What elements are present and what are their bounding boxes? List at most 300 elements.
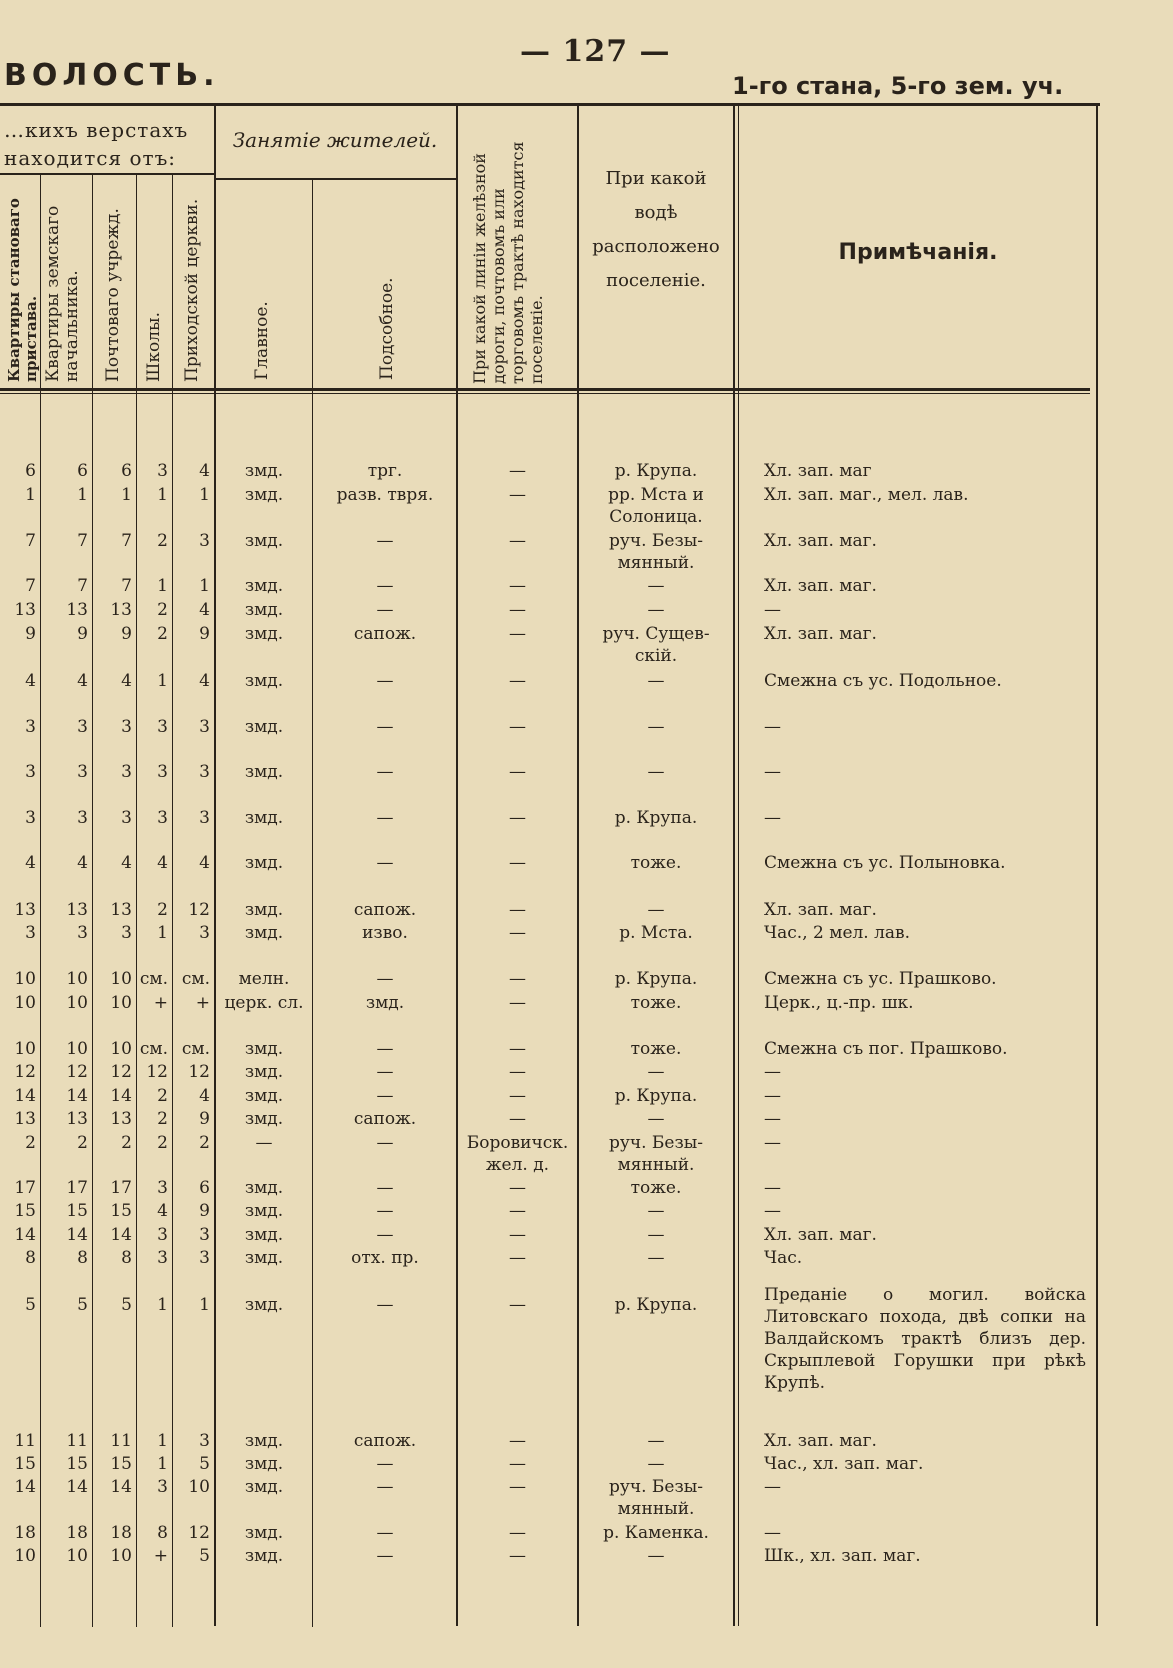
col-church-value: 12	[188, 1062, 210, 1082]
col-water-value: руч. Безы-	[608, 1477, 704, 1497]
col-notes-value: Хл. зап. маг.	[764, 624, 877, 644]
col-post-value: 13	[110, 600, 132, 620]
col-school-value: 12	[146, 1062, 168, 1082]
col-divider-2	[92, 175, 93, 1627]
col-aux-value: —	[376, 1454, 394, 1474]
col-water-value: —	[647, 671, 665, 691]
col-main-value: змд.	[244, 853, 284, 873]
col-school-value: 1	[157, 576, 168, 596]
col-church-value: 4	[199, 671, 210, 691]
col-zemsky-value: 10	[66, 993, 88, 1013]
col-main-value: змд.	[244, 461, 284, 481]
col-post-value: 14	[110, 1225, 132, 1245]
col-rail-value: —	[509, 1454, 526, 1474]
col-school-value: 2	[157, 1133, 168, 1153]
col-stanovoy-value: 11	[14, 1431, 36, 1451]
col-post-value: 10	[110, 1039, 132, 1059]
col-school-value: 3	[157, 808, 168, 828]
col-notes-value: —	[764, 600, 781, 620]
col-notes-value: —	[764, 808, 781, 828]
col-school-value: 3	[157, 1477, 168, 1497]
col-water-value: —	[647, 1201, 665, 1221]
col-water-value: —	[647, 900, 665, 920]
col-school-value: 1	[157, 671, 168, 691]
col-notes-value: —	[764, 717, 781, 737]
col-stanovoy-value: 17	[14, 1178, 36, 1198]
col-notes-value: Хл. зап. маг.	[764, 1431, 877, 1451]
col-notes-value: —	[764, 1523, 781, 1543]
col-post-value: 14	[110, 1477, 132, 1497]
col-rail-value: —	[509, 600, 526, 620]
col-post-value: 5	[121, 1295, 132, 1315]
col-post-value: 12	[110, 1062, 132, 1082]
col-stanovoy-value: 13	[14, 600, 36, 620]
col-zemsky-value: 3	[77, 717, 88, 737]
col-stanovoy-value: 15	[14, 1201, 36, 1221]
volost-title: ВОЛОСТЬ.	[4, 58, 220, 93]
col-stanovoy-value: 2	[25, 1133, 36, 1153]
col-aux-value: отх. пр.	[351, 1248, 419, 1268]
col-rail-value: —	[509, 1248, 526, 1268]
col-church-value: 10	[188, 1477, 210, 1497]
col-rail-value: —	[509, 717, 526, 737]
col-school-value: 1	[157, 1454, 168, 1474]
col-main-value: мелн.	[238, 969, 290, 989]
col-post-value: 11	[110, 1431, 132, 1451]
col-main-value: змд.	[244, 1201, 284, 1221]
col-header-church: Приходской церкви.	[182, 198, 202, 382]
col-header-zemsky: Квартиры земскаго начальника.	[43, 205, 82, 382]
col-rail-value: —	[509, 993, 526, 1013]
col-church-value: 3	[199, 762, 210, 782]
col-post-value: 3	[121, 923, 132, 943]
col-main-value: змд.	[244, 1062, 284, 1082]
col-rail-value: —	[509, 1477, 526, 1497]
col-school-value: 3	[157, 717, 168, 737]
col-zemsky-value: 10	[66, 1039, 88, 1059]
col-zemsky-value: 15	[66, 1454, 88, 1474]
col-stanovoy-value: 1	[25, 485, 36, 505]
col-main-value: змд.	[244, 600, 284, 620]
col-school-value: 1	[157, 1295, 168, 1315]
col-header-stanovoy: Квартиры становаго пристава.	[5, 198, 40, 382]
col-rail-value: —	[509, 1201, 526, 1221]
col-water-value: —	[647, 600, 665, 620]
col-rail-value: —	[509, 531, 526, 551]
col-water-value: тоже.	[630, 1178, 682, 1198]
col-water-value: —	[647, 576, 665, 596]
col-main-value: змд.	[244, 1523, 284, 1543]
col-stanovoy-value: 14	[14, 1477, 36, 1497]
col-aux-value: —	[376, 717, 394, 737]
col-stanovoy-value: 5	[25, 1295, 36, 1315]
col-post-value: 10	[110, 969, 132, 989]
col-zemsky-value: 8	[77, 1248, 88, 1268]
col-main-value: змд.	[244, 1225, 284, 1245]
col-zemsky-value: 6	[77, 461, 88, 481]
col-divider-1	[40, 175, 41, 1627]
col-post-value: 7	[121, 531, 132, 551]
col-stanovoy-value: 13	[14, 900, 36, 920]
col-rail-value: —	[509, 900, 526, 920]
col-school-value: см.	[139, 969, 168, 989]
col-post-value: 10	[110, 1546, 132, 1566]
col-church-value: 3	[199, 923, 210, 943]
col-water-value: р. Крупа.	[614, 1086, 698, 1106]
col-church-value: 4	[199, 1086, 210, 1106]
col-water-value: —	[647, 1248, 665, 1268]
col-divider-3	[136, 175, 137, 1627]
col-zemsky-value: 14	[66, 1225, 88, 1245]
col-rail-value: —	[509, 923, 526, 943]
col-aux-value: сапож.	[353, 1431, 417, 1451]
col-zemsky-value: 3	[77, 808, 88, 828]
col-zemsky-value: 13	[66, 600, 88, 620]
col-rail-value: —	[509, 1431, 526, 1451]
col-main-value: змд.	[244, 1178, 284, 1198]
col-church-value: 6	[199, 1178, 210, 1198]
col-stanovoy-value: 15	[14, 1454, 36, 1474]
col-water-value-cont: скій.	[634, 646, 678, 666]
col-post-value: 3	[121, 717, 132, 737]
col-header-rail: При какой линіи желѣзной дороги, почтовомъ или торговомъ трактѣ находится поселеніе.	[470, 141, 546, 384]
col-rail-value: —	[509, 969, 526, 989]
col-main-value: змд.	[244, 808, 284, 828]
col-post-value: 17	[110, 1178, 132, 1198]
col-rail-value: —	[509, 576, 526, 596]
col-post-value: 1	[121, 485, 132, 505]
col-aux-value: —	[376, 1477, 394, 1497]
col-main-value: змд.	[244, 576, 284, 596]
col-main-value: змд.	[244, 1431, 284, 1451]
col-rail-value: —	[509, 762, 526, 782]
col-school-value: 1	[157, 1431, 168, 1451]
col-school-value: 2	[157, 900, 168, 920]
col-water-value: —	[647, 1431, 665, 1451]
col-post-value: 2	[121, 1133, 132, 1153]
col-stanovoy-value: 13	[14, 1109, 36, 1129]
col-zemsky-value: 12	[66, 1062, 88, 1082]
col-rail-value: —	[509, 1546, 526, 1566]
col-water-value: тоже.	[630, 993, 682, 1013]
col-water-value: —	[647, 1546, 665, 1566]
col-school-value: 4	[157, 1201, 168, 1221]
col-water-value: —	[647, 1109, 665, 1129]
col-stanovoy-value: 3	[25, 808, 36, 828]
col-church-value: 5	[199, 1454, 210, 1474]
col-notes-value: Час.	[764, 1248, 803, 1268]
col-notes-value: Хл. зап. маг.	[764, 900, 877, 920]
col-water-value: руч. Сущев-	[602, 624, 710, 644]
col-notes-value: —	[764, 1109, 781, 1129]
col-church-value: 4	[199, 600, 210, 620]
col-church-value: 3	[199, 531, 210, 551]
col-church-value: 4	[199, 461, 210, 481]
col-zemsky-value: 14	[66, 1086, 88, 1106]
col-notes-value: Хл. зап. маг., мел. лав.	[764, 485, 969, 505]
col-post-value: 3	[121, 762, 132, 782]
col-rail-value: —	[509, 1109, 526, 1129]
col-rail-value: —	[509, 485, 526, 505]
col-rail-value: —	[509, 1062, 526, 1082]
col-post-value: 6	[121, 461, 132, 481]
col-aux-value: —	[376, 762, 394, 782]
col-water-value: —	[647, 762, 665, 782]
col-main-value: змд.	[244, 900, 284, 920]
col-zemsky-value: 7	[77, 531, 88, 551]
col-water-value-cont: мянный.	[617, 1155, 695, 1175]
col-church-value: 3	[199, 717, 210, 737]
col-notes-value: Церк., ц.-пр. шк.	[764, 993, 914, 1013]
table-header-bottom-rule	[0, 388, 1090, 391]
long-note-paragraph: Преданіе о могил. войска Литовскаго похода, двѣ сопки на Валдайскомъ трактѣ близъ дер. Скрыплевой Горушки при рѣкѣ Крупѣ.	[764, 1285, 1086, 1393]
col-rail-value: Боровичск.	[466, 1133, 569, 1153]
col-church-value: 3	[199, 1431, 210, 1451]
col-school-value: 2	[157, 600, 168, 620]
col-aux-value: —	[376, 576, 394, 596]
col-church-value: 12	[188, 900, 210, 920]
col-stanovoy-value: 10	[14, 1039, 36, 1059]
col-notes-value: —	[764, 1062, 781, 1082]
col-zemsky-value: 18	[66, 1523, 88, 1543]
col-notes-value: —	[764, 762, 781, 782]
col-zemsky-value: 10	[66, 969, 88, 989]
col-stanovoy-value: 3	[25, 717, 36, 737]
col-post-value: 7	[121, 576, 132, 596]
col-main-value: змд.	[244, 671, 284, 691]
col-aux-value: —	[376, 853, 394, 873]
col-divider-9b	[738, 106, 739, 1626]
col-notes-value: —	[764, 1086, 781, 1106]
col-school-value: 3	[157, 1178, 168, 1198]
col-divider-9	[733, 106, 735, 1626]
col-school-value: +	[153, 1546, 168, 1566]
col-water-value: р. Каменка.	[603, 1523, 709, 1543]
col-aux-value: сапож.	[353, 1109, 417, 1129]
col-divider-4	[172, 175, 173, 1627]
col-main-value: змд.	[244, 1086, 284, 1106]
col-zemsky-value: 4	[77, 853, 88, 873]
col-stanovoy-value: 7	[25, 531, 36, 551]
col-rail-value: —	[509, 1225, 526, 1245]
col-school-value: 3	[157, 1248, 168, 1268]
col-post-value: 13	[110, 1109, 132, 1129]
col-notes-value: —	[764, 1477, 781, 1497]
col-school-value: 3	[157, 762, 168, 782]
col-rail-value: —	[509, 1295, 526, 1315]
col-aux-value: сапож.	[353, 624, 417, 644]
col-church-value: 9	[199, 624, 210, 644]
col-header-notes: Примѣчанія.	[838, 240, 998, 265]
col-zemsky-value: 15	[66, 1201, 88, 1221]
col-main-value: змд.	[244, 1546, 284, 1566]
col-header-aux: Подсобное.	[377, 277, 397, 380]
col-header-post: Почтоваго учрежд.	[103, 208, 123, 382]
col-notes-value: Час., 2 мел. лав.	[764, 923, 911, 943]
col-zemsky-value: 11	[66, 1431, 88, 1451]
col-water-value: р. Крупа.	[614, 1295, 698, 1315]
col-stanovoy-value: 18	[14, 1523, 36, 1543]
col-school-value: см.	[139, 1039, 168, 1059]
col-aux-value: разв. твря.	[336, 485, 434, 505]
col-school-value: 1	[157, 485, 168, 505]
col-church-value: 2	[199, 1133, 210, 1153]
col-church-value: см.	[181, 969, 210, 989]
col-school-value: 8	[157, 1523, 168, 1543]
col-stanovoy-value: 9	[25, 624, 36, 644]
col-notes-value: Смежна съ ус. Подольное.	[764, 671, 1002, 691]
col-church-value: 4	[199, 853, 210, 873]
col-zemsky-value: 4	[77, 671, 88, 691]
col-church-value: 3	[199, 1225, 210, 1245]
col-water-value-cont: мянный.	[617, 1499, 695, 1519]
col-post-value: 4	[121, 853, 132, 873]
col-rail-value: —	[509, 624, 526, 644]
col-zemsky-value: 10	[66, 1546, 88, 1566]
col-aux-value: —	[376, 1062, 394, 1082]
col-notes-value: Смежна съ ус. Полыновка.	[764, 853, 1006, 873]
col-stanovoy-value: 12	[14, 1062, 36, 1082]
table-top-rule	[0, 103, 1100, 106]
page-number: — 127 —	[520, 34, 671, 69]
col-stanovoy-value: 3	[25, 923, 36, 943]
col-post-value: 14	[110, 1086, 132, 1106]
col-aux-value: изво.	[362, 923, 408, 943]
col-church-value: 9	[199, 1109, 210, 1129]
col-post-value: 8	[121, 1248, 132, 1268]
col-aux-value: —	[376, 600, 394, 620]
col-aux-value: змд.	[365, 993, 405, 1013]
col-header-school: Школы.	[144, 312, 164, 382]
col-main-value: змд.	[244, 1248, 284, 1268]
col-stanovoy-value: 3	[25, 762, 36, 782]
col-zemsky-value: 13	[66, 1109, 88, 1129]
col-notes-value: Смежна съ пог. Прашково.	[764, 1039, 1008, 1059]
col-main-value: змд.	[244, 1109, 284, 1129]
col-aux-value: —	[376, 671, 394, 691]
col-water-value: —	[647, 1062, 665, 1082]
col-notes-value: Смежна съ ус. Прашково.	[764, 969, 997, 989]
col-rail-value: —	[509, 1086, 526, 1106]
col-stanovoy-value: 10	[14, 969, 36, 989]
col-zemsky-value: 9	[77, 624, 88, 644]
col-aux-value: —	[376, 808, 394, 828]
col-aux-value: —	[376, 1225, 394, 1245]
col-school-value: 2	[157, 531, 168, 551]
col-notes-value: —	[764, 1133, 781, 1153]
col-church-value: 1	[199, 485, 210, 505]
col-post-value: 3	[121, 808, 132, 828]
col-water-value: р. Крупа.	[614, 808, 698, 828]
col-main-value: змд.	[244, 1454, 284, 1474]
col-water-value-cont: мянный.	[617, 553, 695, 573]
col-zemsky-value: 13	[66, 900, 88, 920]
occupation-group-header: Занятіе жителей.	[232, 128, 438, 152]
col-aux-value: —	[376, 1295, 394, 1315]
col-water-value: —	[647, 1225, 665, 1245]
col-rail-value: —	[509, 1523, 526, 1543]
col-church-value: 12	[188, 1523, 210, 1543]
col-post-value: 4	[121, 671, 132, 691]
col-aux-value: —	[376, 1546, 394, 1566]
col-stanovoy-value: 10	[14, 1546, 36, 1566]
col-aux-value: трг.	[367, 461, 403, 481]
col-zemsky-value: 3	[77, 762, 88, 782]
col-zemsky-value: 14	[66, 1477, 88, 1497]
col-water-value: тоже.	[630, 1039, 682, 1059]
col-main-value: змд.	[244, 1295, 284, 1315]
col-water-value: р. Мста.	[619, 923, 693, 943]
col-main-value: церк. сл.	[224, 993, 304, 1013]
col-header-water: При какой водѣ расположено поселеніе.	[592, 168, 720, 291]
col-rail-value: —	[509, 461, 526, 481]
col-school-value: 2	[157, 1086, 168, 1106]
col-rail-value: —	[509, 808, 526, 828]
col-notes-value: Шк., хл. зап. маг.	[764, 1546, 921, 1566]
col-post-value: 10	[110, 993, 132, 1013]
table-header-bottom-rule-2	[0, 393, 1090, 394]
col-school-value: 1	[157, 923, 168, 943]
col-water-value: руч. Безы-	[608, 531, 704, 551]
col-rail-value: —	[509, 671, 526, 691]
col-church-value: 3	[199, 1248, 210, 1268]
col-main-value: змд.	[244, 1039, 284, 1059]
col-school-value: 3	[157, 1225, 168, 1245]
col-water-value: —	[647, 1454, 665, 1474]
col-zemsky-value: 2	[77, 1133, 88, 1153]
col-notes-value: —	[764, 1201, 781, 1221]
col-water-value: р. Крупа.	[614, 969, 698, 989]
col-main-value: змд.	[244, 762, 284, 782]
col-rail-value-cont: жел. д.	[485, 1155, 550, 1175]
col-church-value: 1	[199, 576, 210, 596]
col-water-value: —	[647, 717, 665, 737]
col-zemsky-value: 3	[77, 923, 88, 943]
col-stanovoy-value: 14	[14, 1086, 36, 1106]
col-church-value: см.	[181, 1039, 210, 1059]
col-water-value-cont: Солоница.	[609, 507, 703, 527]
col-main-value: змд.	[244, 923, 284, 943]
col-aux-value: —	[376, 1086, 394, 1106]
col-aux-value: —	[376, 1523, 394, 1543]
col-main-value: —	[255, 1133, 273, 1153]
col-aux-value: —	[376, 1178, 394, 1198]
col-zemsky-value: 7	[77, 576, 88, 596]
distance-group-rule	[0, 173, 214, 175]
col-post-value: 18	[110, 1523, 132, 1543]
col-main-value: змд.	[244, 485, 284, 505]
col-notes-value: Хл. зап. маг	[764, 461, 872, 481]
distance-group-header: …кихъ верстахъ находится отъ:	[4, 118, 189, 170]
col-main-value: змд.	[244, 624, 284, 644]
col-water-value: рр. Мста и	[608, 485, 704, 505]
col-church-value: 1	[199, 1295, 210, 1315]
col-post-value: 15	[110, 1201, 132, 1221]
col-aux-value: —	[376, 969, 394, 989]
col-school-value: 2	[157, 624, 168, 644]
col-school-value: 2	[157, 1109, 168, 1129]
col-stanovoy-value: 6	[25, 461, 36, 481]
col-main-value: змд.	[244, 717, 284, 737]
col-stanovoy-value: 8	[25, 1248, 36, 1268]
col-school-value: 3	[157, 461, 168, 481]
col-stanovoy-value: 14	[14, 1225, 36, 1245]
col-church-value: 5	[199, 1546, 210, 1566]
col-main-value: змд.	[244, 531, 284, 551]
col-stanovoy-value: 7	[25, 576, 36, 596]
header-right-label: 1-го стана, 5-го зем. уч.	[732, 72, 1064, 100]
occupation-group-rule	[214, 178, 456, 180]
